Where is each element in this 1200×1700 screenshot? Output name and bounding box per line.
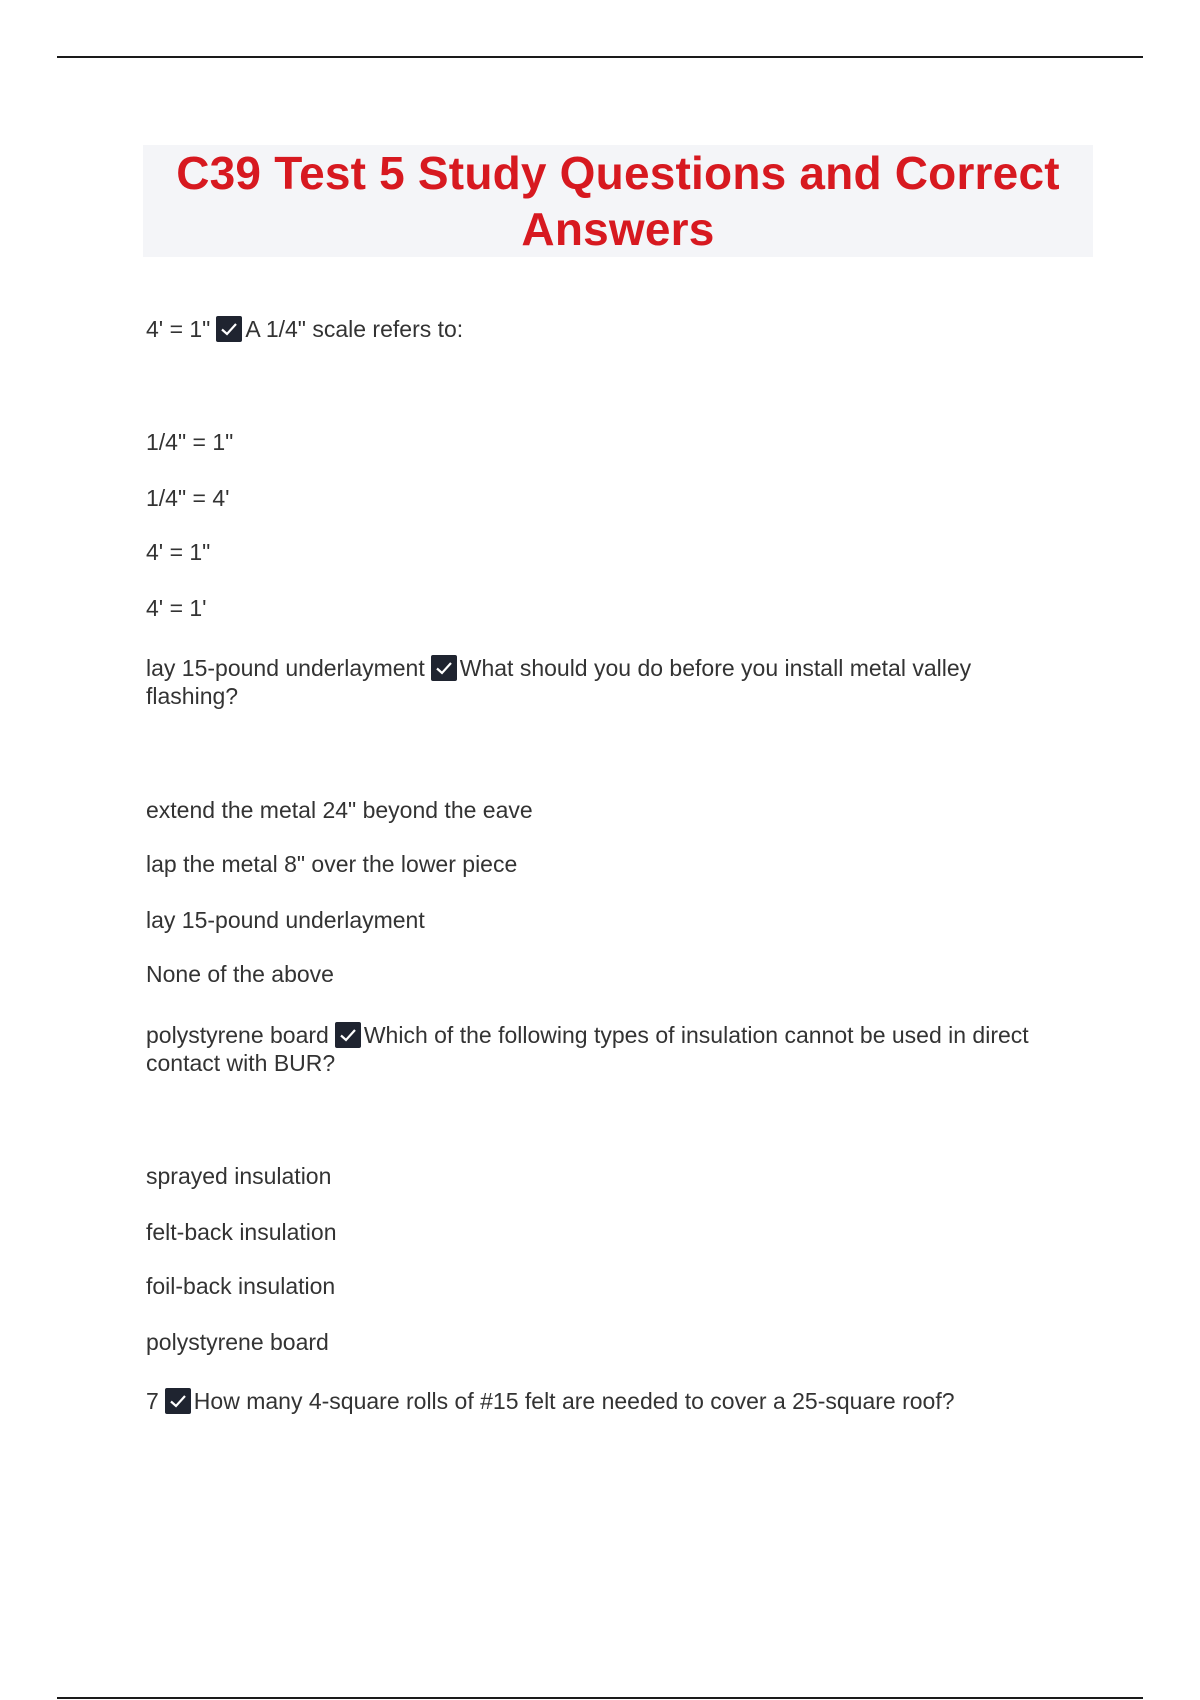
question-text: A 1/4" scale refers to: [245,316,464,342]
option-1-4: 4' = 1' [146,595,207,621]
option-2-3: lay 15-pound underlayment [146,907,425,933]
question-text: How many 4-square rolls of #15 felt are needed to cover a 25-square roof? [193,1388,955,1414]
question-text: Which of the following types of insulation cannot be used in direct contact with BUR? [146,1022,1029,1076]
check-box-icon [335,1022,361,1048]
option-2-2: lap the metal 8" over the lower piece [146,851,518,877]
page-title: C39 Test 5 Study Questions and Correct Answers [176,147,1060,255]
check-box-icon [431,655,457,681]
question-1 [146,315,1096,343]
option-1-2: 1/4" = 4' [146,485,230,511]
answer-text: 7 [146,1388,159,1414]
option-2-1: extend the metal 24" beyond the eave [146,797,533,823]
check-box-icon [165,1388,191,1414]
answer-text: 4' = 1" [146,316,211,342]
bottom-rule [57,1697,1143,1699]
top-rule [57,56,1143,58]
option-3-2: felt-back insulation [146,1219,337,1245]
title-banner [143,145,1093,257]
question-text: What should you do before you install metal valley flashing? [146,655,972,709]
answer-text: lay 15-pound underlayment [146,655,425,681]
question-4 [146,1387,1096,1415]
question-2 [146,654,1046,710]
option-3-1: sprayed insulation [146,1163,332,1189]
option-3-3: foil-back insulation [146,1273,336,1299]
check-box-icon [216,316,242,342]
option-1-3: 4' = 1" [146,539,211,565]
option-2-4: None of the above [146,961,334,987]
option-3-4: polystyrene board [146,1329,329,1355]
answer-text: polystyrene board [146,1022,329,1048]
option-1-1: 1/4" = 1" [146,429,234,455]
question-3 [146,1021,1106,1077]
